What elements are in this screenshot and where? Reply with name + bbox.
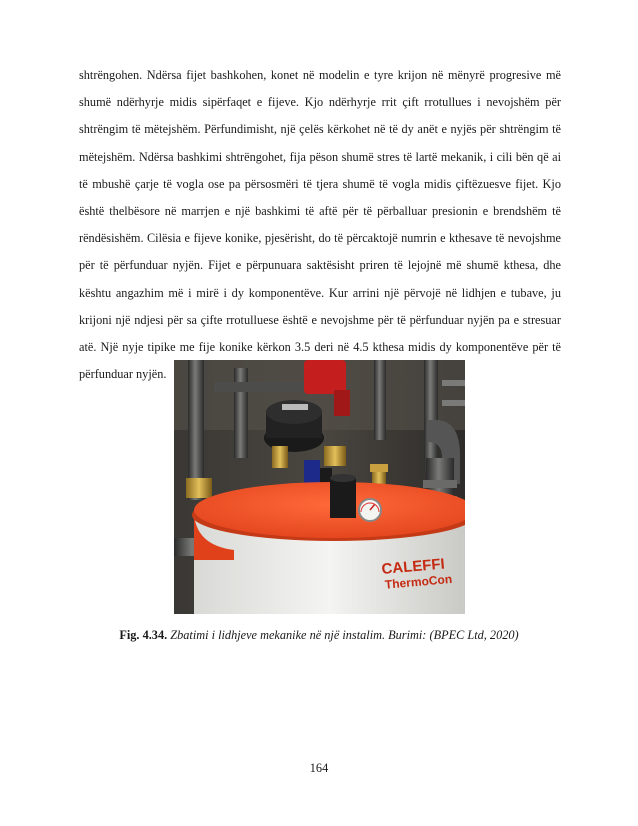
pump-body (304, 360, 346, 394)
svg-text:CALEFFI: CALEFFI (380, 555, 446, 578)
figure-photo (174, 360, 465, 614)
tank-brand-logo (381, 555, 453, 592)
figure-label: Fig. 4.34. (119, 628, 168, 642)
figure-caption (0, 628, 638, 643)
tank-top (194, 482, 465, 538)
figure-caption-text: Zbatimi i lidhjeve mekanike në një instalim. Burimi: (BPEC Ltd, 2020) (170, 628, 519, 642)
svg-text:ThermoCon: ThermoCon (384, 571, 453, 592)
boiler-installation-illustration (174, 360, 465, 614)
body-paragraph: shtrëngohen. Ndërsa fijet bashkohen, konet në modelin e tyre krijon në mënyrë progresive më shumë ndërhyrje midis sipërfaqet e fijeve. Kjo ndërhyrje rrit çift rrotullues i nevojshëm për shtrëngim të mëtejshëm. Përfundimisht, një çelës kërkohet në të dy anët e nyjës për shtrëngim të mëtejshëm. Ndërsa bashkimi shtrëngohet, fija pëson shumë stres të lartë mekanik, i cili bën që ai të mbushë çarje të vogla ose pa përsosmëri të tjera shumë të vogla midis çiftëzuesve fijet. Kjo është thelbësore në marrjen e një bashkimi të aftë për të përballuar presionin e brendshëm të rëndësishëm. Cilësia e fijeve konike, pjesërisht, do të përcaktojë numrin e kthesave të nevojshme për të përfunduar nyjën. Fijet e përpunuara saktësisht priren të lejojnë më shumë kthesa, dhe kështu angazhim më i mirë i dy komponentëve. Kur arrini një përvojë në lidhjen e tubave, ju krijoni një ndjesi për sa çifte rrotulluese është e nevojshme për të përfunduar nyjën pa e stresuar atë. Një nyje tipike me fije konike kërkon 3.5 deri në 4.5 kthesa midis dy komponentëve për të përfunduar nyjën. (79, 68, 561, 382)
page-number: 164 (309, 761, 329, 775)
